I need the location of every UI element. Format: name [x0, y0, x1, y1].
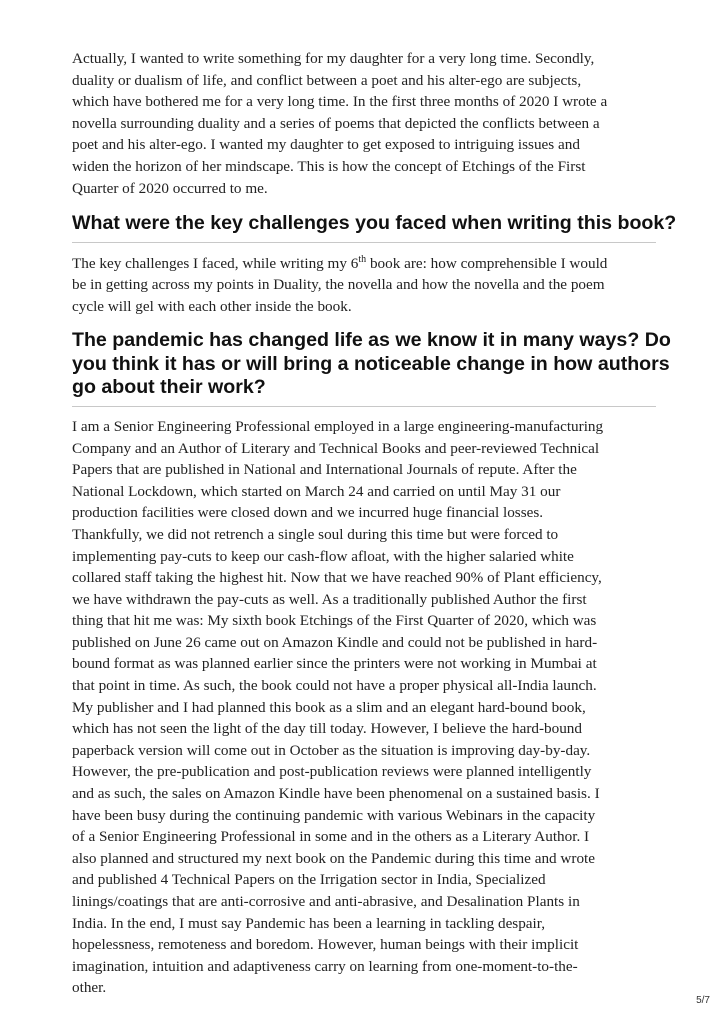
heading-line: The pandemic has changed life as we know it in many ways? Do [72, 329, 671, 352]
paragraph-line: Thankfully, we did not retrench a single soul during this time but were forced to [72, 525, 559, 543]
paragraph-line: which has not seen the light of the day till today. However, I believe the hard-bound [72, 720, 582, 738]
page-number: 5/7 [696, 995, 710, 1006]
paragraph-line: widen the horizon of her mindscape. This is how the concept of Etchings of the First [72, 157, 586, 175]
intro-paragraph [72, 48, 656, 199]
paragraph-line: have been busy during the continuing pandemic with various Webinars in the capacity [72, 806, 596, 824]
paragraph-line: that point in time. As such, the book could not have a proper physical all-India launch. [72, 677, 597, 695]
paragraph-line: poet and his alter-ego. I wanted my daughter to get exposed to intriguing issues and [72, 136, 580, 154]
paragraph-line: My publisher and I had planned this book as a slim and an elegant hard-bound book, [72, 698, 586, 716]
paragraph-line: published on June 26 came out on Amazon Kindle and could not be published in hard- [72, 633, 598, 651]
paragraph-line: of a Senior Engineering Professional in some and in the others as a Literary Author. I [72, 828, 590, 846]
article-page [72, 48, 677, 999]
paragraph-line: production facilities were closed down and we incurred huge financial losses. [72, 504, 544, 522]
paragraph-line: bound format as was planned earlier since the printers were not working in Mumbai at [72, 655, 597, 673]
paragraph-line: novella surrounding duality and a series of poems that depicted the conflicts between a [72, 114, 600, 132]
paragraph-line: Quarter of 2020 occurred to me. [72, 179, 268, 197]
heading-line: you think it has or will bring a noticeable change in how authors [72, 352, 670, 375]
paragraph-line: cycle will gel with each other inside the book. [72, 297, 352, 315]
paragraph-line: which have bothered me for a very long time. In the first three months of 2020 I wrote a [72, 93, 608, 111]
paragraph-line: collared staff taking the highest hit. Now that we have reached 90% of Plant efficiency, [72, 569, 602, 587]
paragraph-line: and published 4 Technical Papers on the Irrigation sector in India, Specialized [72, 871, 546, 889]
paragraph-line: other. [72, 979, 107, 997]
paragraph-line: also planned and structured my next book on the Pandemic during this time and wrote [72, 849, 596, 867]
paragraph-line: India. In the end, I must say Pandemic has been a learning in tackling despair, [72, 914, 546, 932]
paragraph-line: Actually, I wanted to write something for my daughter for a very long time. Secondly, [72, 50, 595, 67]
paragraph-line: duality or dualism of life, and conflict between a poet and his alter-ego are subjects, [72, 71, 582, 89]
paragraph-line: Papers that are published in National and International Journals of repute. After the [72, 461, 577, 479]
text-fragment: book are: how comprehensible I would [366, 254, 608, 272]
paragraph-line: hopelessness, remoteness and boredom. However, human beings with their implicit [72, 936, 579, 954]
challenges-heading [72, 212, 677, 243]
ordinal-superscript: th [358, 253, 367, 265]
paragraph-line: and as such, the sales on Amazon Kindle have been phenomenal on a sustained basis. I [72, 785, 600, 803]
paragraph-line: we have withdrawn the pay-cuts as well. As a traditionally published Author the first [72, 590, 587, 608]
text-fragment: The key challenges I faced, while writing my 6 [72, 254, 359, 272]
paragraph-line: National Lockdown, which started on March 24 and carried on until May 31 our [72, 482, 561, 500]
paragraph-line: Company and an Author of Literary and Technical Books and peer-reviewed Technical [72, 439, 600, 457]
paragraph-line: be in getting across my points in Duality, the novella and how the novella and the poem [72, 276, 605, 294]
pandemic-paragraph [72, 416, 656, 999]
heading-line: go about their work? [72, 376, 266, 399]
challenges-paragraph [72, 253, 656, 318]
paragraph-line: imagination, intuition and adaptiveness carry on learning from one-moment-to-the- [72, 957, 578, 975]
pandemic-heading [72, 329, 671, 407]
paragraph-line: However, the pre-publication and post-publication reviews were planned intelligently [72, 763, 592, 781]
paragraph-line: thing that hit me was: My sixth book Etchings of the First Quarter of 2020, which was [72, 612, 597, 630]
heading-line: What were the key challenges you faced when writing this book? [72, 212, 677, 235]
paragraph-line: linings/coatings that are anti-corrosive and anti-abrasive, and Desalination Plants in [72, 893, 580, 910]
paragraph-line: paperback version will come out in October as the situation is improving day-by-day. [72, 741, 591, 759]
paragraph-line: implementing pay-cuts to keep our cash-flow afloat, with the higher salaried white [72, 547, 574, 565]
paragraph-line: I am a Senior Engineering Professional employed in a large engineering-manufacturing [72, 417, 604, 435]
paragraph-line [72, 253, 656, 275]
